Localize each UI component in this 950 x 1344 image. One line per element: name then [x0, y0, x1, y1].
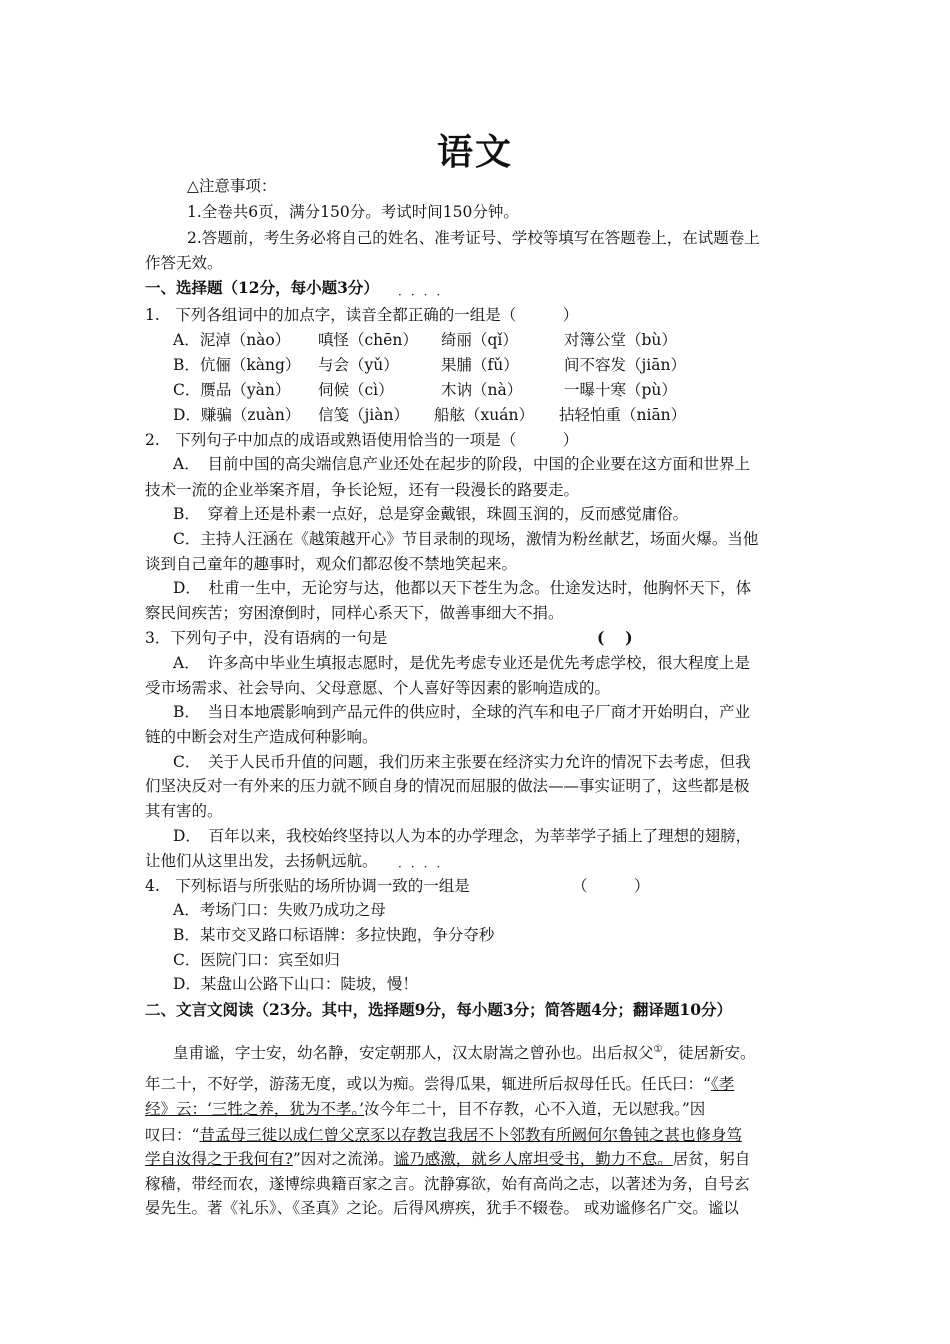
q1-option: 间不容发（jiān）	[564, 356, 686, 374]
notice-item-1: 1.全卷共6页，满分150分。考试时间150分钟。	[187, 203, 519, 221]
q2-line: A． 目前中国的高尖端信息产业还处在起步的阶段，中国的企业要在这方面和世界上	[173, 455, 750, 473]
q3-line: B． 当日本地震影响到产品元件的供应时，全球的汽车和电子厂商才开始明白，产业	[173, 703, 751, 721]
q1-option: D．赚骗（zuàn）	[173, 406, 301, 424]
q2-line: 察民间疾苦；穷困潦倒时，同样心系天下，做善事细大不捐。	[145, 604, 564, 622]
q4-option: B．某市交叉路口标语牌：多拉快跑，争分夺秒	[173, 926, 495, 944]
q3-line: C． 关于人民币升值的问题，我们历来主张要在经济实力允许的情况下去考虑，但我	[173, 753, 751, 771]
q2-line: C．主持人汪涵在《越策越开心》节目录制的现场，激情为粉丝献艺，场面火爆。当他	[173, 530, 759, 548]
passage-text: 居贫，躬自	[672, 1150, 751, 1168]
q3-line: D． 百年以来，我校始终坚持以人为本的办学理念，为莘莘学子插上了理想的翅膀，	[173, 827, 752, 845]
section2-heading: 二、文言文阅读（23分。其中，选择题9分，每小题3分；简答题4分；翻译题10分）	[145, 1000, 732, 1019]
notice-heading: △注意事项：	[187, 177, 277, 195]
q1-option: 伺候（cì）	[318, 381, 394, 399]
passage-line	[145, 1097, 825, 1121]
passage-line	[173, 1038, 833, 1062]
q1-option: 船舷（xuán）	[434, 406, 534, 424]
notice-item-2: 2.答题前，考生务必将自己的姓名、准考证号、学校等填写在答题卷上，在试题卷上	[187, 229, 760, 247]
page-title: 语文	[436, 131, 513, 173]
q3-line: 们坚决反对一有外来的压力就不顾自身的情况而屈服的做法——事实证明了，这些都是极	[145, 777, 750, 795]
q2-line: D． 杜甫一生中，无论穷与达，他都以天下苍生为念。仕途发达时，他胸怀天下，体	[173, 579, 752, 597]
passage-text: ，徒居新安。	[662, 1044, 756, 1062]
q4-option: D．某盘山公路下山口：陡坡，慢！	[173, 975, 418, 993]
underlined-text: 经》云：‘三牲之养，犹为不孝。’	[145, 1100, 365, 1118]
q1-option: B．伉俪（kàng）	[173, 356, 301, 374]
section1-heading: 一、选择题（12分，每小题3分）	[145, 278, 379, 297]
notice-item-2-cont: 作答无效。	[145, 254, 223, 272]
q3-line: 让他们从这里出发，去扬帆远航。	[145, 852, 378, 870]
q1-option: 果脯（fǔ）	[441, 356, 519, 374]
q1-option: A．泥淖（nào）	[173, 331, 291, 349]
q3-line: 其有害的。	[145, 802, 223, 820]
q4-option: A．考场门口：失败乃成功之母	[173, 901, 386, 919]
q1-option: C．赝品（yàn）	[173, 381, 291, 399]
underlined-text: 学自汝得之于我何有?	[145, 1150, 293, 1168]
emphasis-dots: ····	[398, 288, 450, 302]
q1-option: 信笺（jiàn）	[318, 406, 409, 424]
q1-option: 绮丽（qǐ）	[441, 331, 518, 349]
q2-line: 谈到自己童年的趣事时，观众们都忍俊不禁地笑起来。	[145, 555, 518, 573]
passage-line: 稼穑，带经而农，遂博综典籍百家之言。沈静寡欲，始有高尚之志，以著述为务，自号玄	[145, 1175, 750, 1193]
q4-answer-paren: （ ）	[572, 877, 650, 895]
q2-line: B． 穿着上还是朴素一点好，总是穿金戴银，珠圆玉润的，反而感觉庸俗。	[173, 505, 689, 523]
passage-text: 汝今年二十，目不存教，心不入道，无以慰我。”因	[364, 1100, 706, 1118]
emphasis-dots: ····	[398, 860, 450, 874]
passage-line	[145, 1147, 825, 1171]
footnote-marker: ①	[653, 1044, 663, 1055]
q4-stem: 4. 下列标语与所张贴的场所协调一致的一组是	[145, 877, 470, 895]
q1-option: 与会（yǔ）	[318, 356, 399, 374]
q1-option: 木讷（nà）	[441, 381, 523, 399]
passage-line: 晏先生。著《礼乐》、《圣真》之论。后得风痹疾，犹手不辍卷。 或劝谧修名广交。谧以	[145, 1199, 739, 1217]
underlined-text: 昔孟母三徙以成仁曾父烹豕以存教岂我居不卜邻教有所阙何尔鲁钝之甚也修身笃	[199, 1126, 742, 1144]
passage-text: 年二十，不好学，游荡无度，或以为痴。尝得瓜果，辄进所后叔母任氏。任氏曰：“	[145, 1075, 711, 1093]
q3-stem: 3．下列句子中，没有语病的一句是	[145, 629, 388, 647]
q1-option: 拈轻怕重（niān）	[559, 406, 687, 424]
q2-line: 技术一流的企业举案齐眉，争长论短，还有一段漫长的路要走。	[145, 481, 580, 499]
q3-answer-paren: ( )	[597, 628, 633, 647]
q1-option: 对簿公堂（bù）	[564, 331, 677, 349]
passage-line	[145, 1123, 825, 1147]
underlined-text: 谧乃感激，就乡人席坦受书，勤力不怠。	[393, 1150, 673, 1168]
passage-text: ”因对之流涕。	[292, 1150, 394, 1168]
q3-line: 受市场需求、社会导向、父母意愿、个人喜好等因素的影响造成的。	[145, 679, 611, 697]
passage-text: 叹曰：“	[145, 1126, 200, 1144]
q1-stem: 1. 下列各组词中的加点字，读音全都正确的一组是（ ）	[145, 306, 579, 324]
q2-stem: 2. 下列句子中加点的成语或熟语使用恰当的一项是（ ）	[145, 431, 579, 449]
q1-option: 嗔怪（chēn）	[318, 331, 418, 349]
underlined-text: 《孝	[710, 1075, 735, 1093]
passage-line	[145, 1072, 825, 1096]
q3-line: 链的中断会对生产造成何种影响。	[145, 728, 378, 746]
q3-line: A． 许多高中毕业生填报志愿时，是优先考虑专业还是优先考虑学校，很大程度上是	[173, 654, 750, 672]
q4-option: C．医院门口：宾至如归	[173, 951, 340, 969]
q1-option: 一曝十寒（pù）	[564, 381, 677, 399]
passage-text: 皇甫谧，字士安，幼名静，安定朝那人，汉太尉嵩之曾孙也。出后叔父	[173, 1044, 654, 1062]
